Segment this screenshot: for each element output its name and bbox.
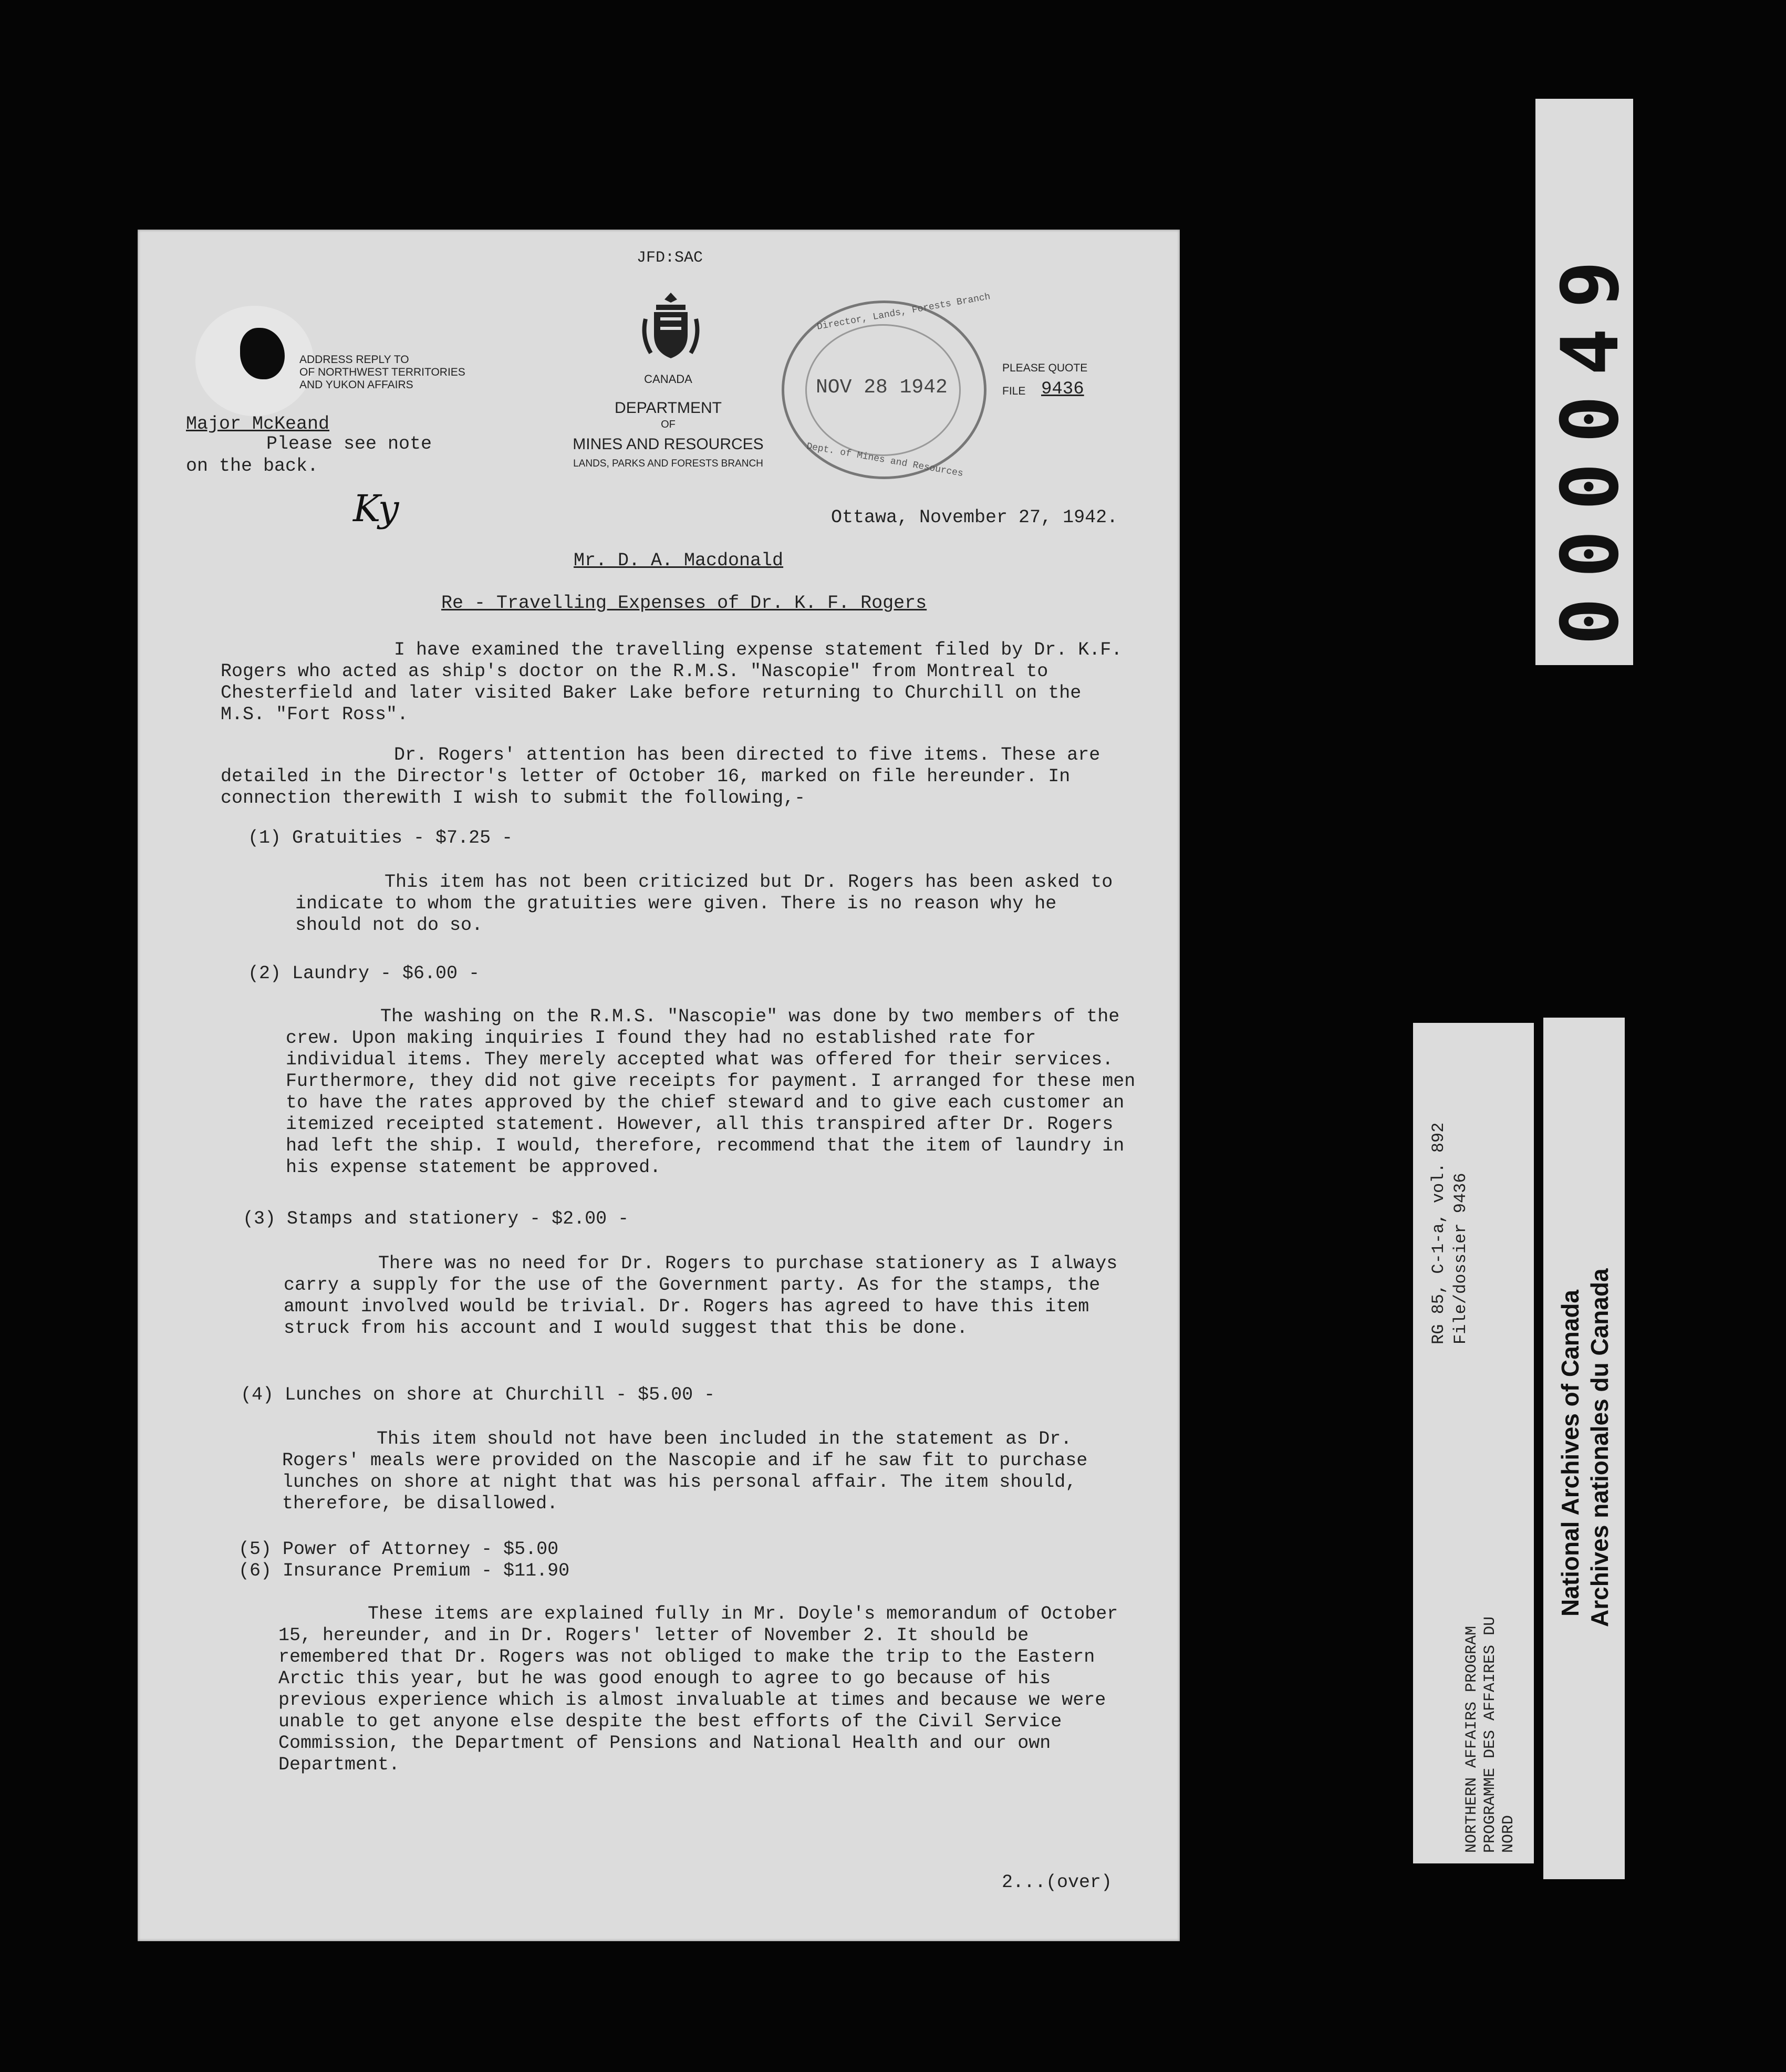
program-name-fr-2: NORD xyxy=(1500,1815,1518,1853)
coat-of-arms-icon xyxy=(639,290,702,364)
stamp-ring-top: Director, Lands, Forests Branch xyxy=(816,292,991,333)
item-3-body: There was no need for Dr. Rogers to purchase stationery as I always carry a supply for the use of the Government party. As for the stamps, the amount involved would be trivial. Dr. Rogers has agreed to have this item struck from his account and I would suggest that this be done. xyxy=(284,1253,1118,1339)
frame-number-tag xyxy=(1535,99,1636,665)
letter-page xyxy=(138,230,1180,1941)
item-4-body: This item should not have been included in the statement as Dr. Rogers' meals were provided on the Nascopie and if he saw fit to purchase lunches on shore at night that was his personal affair. The item should, therefore, be disallowed. xyxy=(282,1428,1088,1514)
item-4-heading: (4) Lunches on shore at Churchill - $5.00 - xyxy=(241,1384,715,1405)
item-1-body: This item has not been criticized but Dr. Rogers has been asked to indicate to whom the gratuities were given. There is no reason why he should not do so. xyxy=(295,872,1113,936)
item-2-body: The washing on the R.M.S. "Nascopie" was done by two members of the crew. Upon making inquiries I found they had no established rate for individual items. They merely accepted what was offered for their services. Furthermore, they did not give receipts for payment. I arranged for these men to have the rates approved by the chief steward and to give each customer an itemized receipted statement. However, all this transpired after Dr. Rogers had left the ship. I would, therefore, recommend that the item of laundry in his expense statement be approved. xyxy=(286,1006,1136,1178)
stamp-ring-bottom: Dept. of Mines and Resources xyxy=(805,441,964,480)
archive-name-fr: Archives nationales du Canada xyxy=(1586,1268,1613,1627)
archive-reference: RG 85, C-1-a, vol. 892 xyxy=(1429,1122,1448,1344)
item-5-heading: (5) Power of Attorney - $5.00 xyxy=(238,1539,559,1560)
department-branch: LANDS, PARKS AND FORESTS BRANCH xyxy=(573,458,763,469)
department-of: OF xyxy=(661,419,676,430)
item-1-heading: (1) Gratuities - $7.25 - xyxy=(248,827,513,848)
program-name-en: NORTHERN AFFAIRS PROGRAM xyxy=(1463,1625,1481,1853)
received-stamp xyxy=(782,292,991,480)
reference-initials: JFD:SAC xyxy=(637,249,703,267)
final-paragraph: These items are explained fully in Mr. Doyle's memorandum of October 15, hereunder, and in Dr. Rogers' letter of November 2. It should be remembered that Dr. Rogers was not obliged to make the trip to the Eastern Arctic this year, but he was good enough to agree to go because of his previous experience which is almost invaluable at times and because we were unable to get anyone else despite the best efforts of the Civil Service Commission, the Department of Pensions and National Health and our own Department. xyxy=(278,1603,1118,1775)
recipient: Mr. D. A. Macdonald xyxy=(574,550,784,571)
item-2-heading: (2) Laundry - $6.00 - xyxy=(248,963,480,984)
margin-note-name: Major McKeand xyxy=(186,413,330,434)
date-line: Ottawa, November 27, 1942. xyxy=(831,507,1118,528)
stamp-date: NOV 28 1942 xyxy=(816,376,948,399)
archive-file-ref: File/dossier 9436 xyxy=(1451,1173,1470,1344)
department-country: CANADA xyxy=(644,372,692,386)
archive-reference-label xyxy=(1413,1023,1534,1863)
margin-note-line1: Please see note xyxy=(266,433,432,454)
file-label: FILE xyxy=(1002,385,1026,397)
department-name: DEPARTMENT xyxy=(615,399,722,417)
margin-note-line2: on the back. xyxy=(186,455,319,476)
program-name-fr: PROGRAMME DES AFFAIRES DU xyxy=(1481,1616,1499,1853)
subject-line: Re - Travelling Expenses of Dr. K. F. Rogers xyxy=(441,593,927,614)
file-number: 9436 xyxy=(1041,379,1084,399)
continued-marker: 2...(over) xyxy=(1002,1872,1113,1893)
address-reply-block: ADDRESS REPLY TO OF NORTHWEST TERRITORIES AND YUKON AFFAIRS xyxy=(299,354,465,391)
item-6-heading: (6) Insurance Premium - $11.90 xyxy=(238,1560,570,1581)
archive-name-en: National Archives of Canada xyxy=(1556,1289,1584,1617)
please-quote-label: PLEASE QUOTE xyxy=(1002,362,1088,374)
archive-name-label xyxy=(1543,1018,1625,1879)
handwritten-initials: Ky xyxy=(353,487,399,530)
frame-number: 000049 xyxy=(1545,241,1636,645)
paragraph-items-intro: Dr. Rogers' attention has been directed to five items. These are detailed in the Director's letter of October 16, marked on file hereunder. In connection therewith I wish to submit the following,- xyxy=(221,744,1100,809)
department-ministry: MINES AND RESOURCES xyxy=(573,436,764,453)
intro-paragraph: I have examined the travelling expense statement filed by Dr. K.F. Rogers who acted as ship's doctor on the R.M.S. "Nascopie" from Montreal to Chesterfield and later visited Baker Lake before returning to Churchill on the M.S. "Fort Ross". xyxy=(221,639,1123,725)
item-3-heading: (3) Stamps and stationery - $2.00 - xyxy=(243,1208,629,1229)
